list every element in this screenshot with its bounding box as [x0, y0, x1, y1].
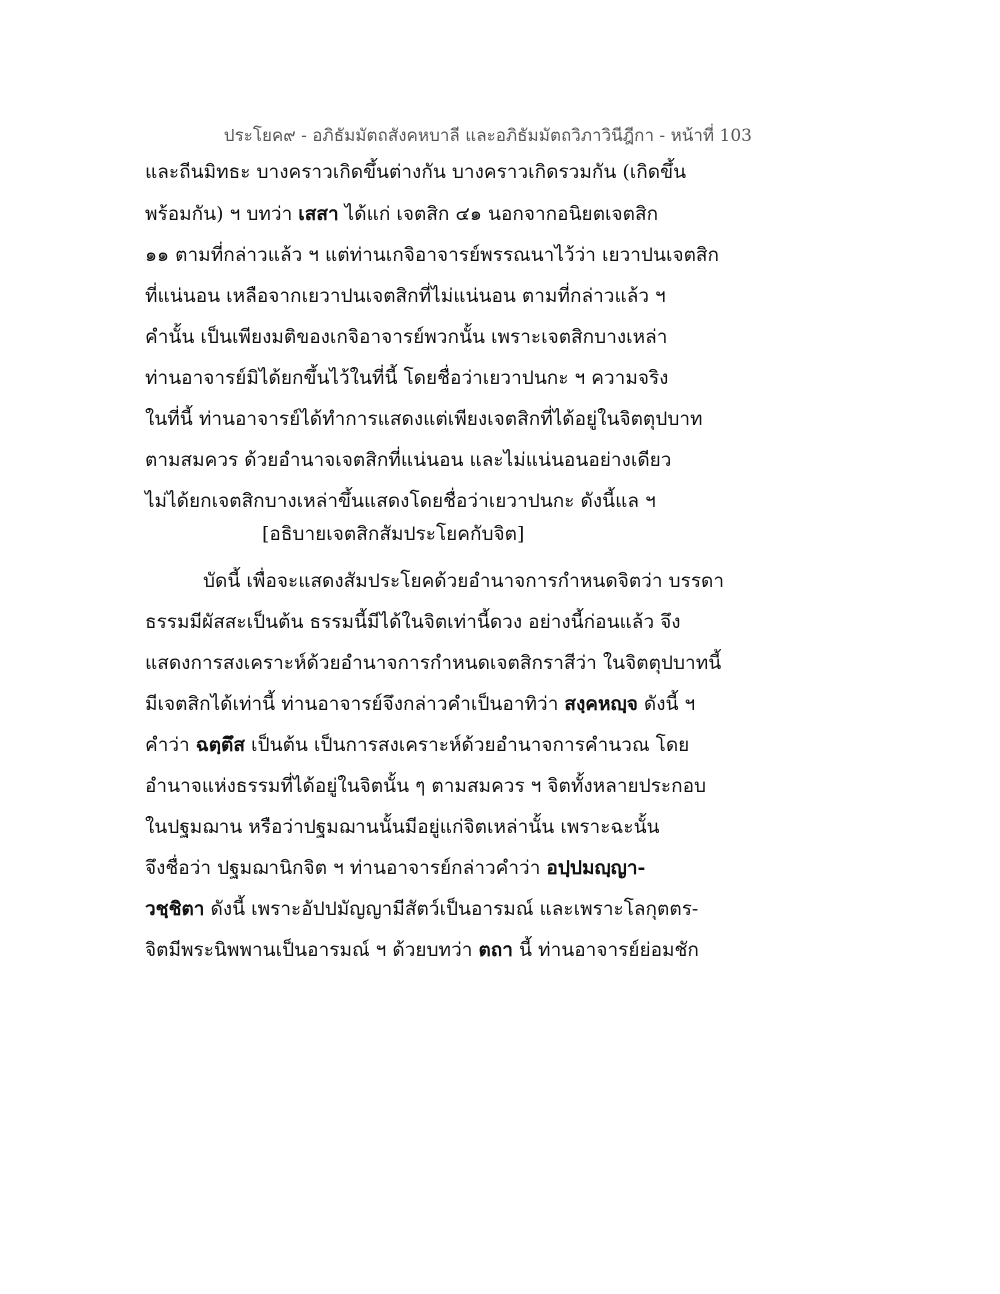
- text-line: จึงชื่อว่า ปฐมฌานิกจิต ฯ ท่านอาจารย์กล่าวคำว่า อปฺปมญฺญา-: [145, 857, 646, 879]
- section-heading: [อธิบายเจตสิกสัมประโยคกับจิต]: [262, 523, 525, 545]
- text-line: ๑๑ ตามที่กล่าวแล้ว ฯ แต่ท่านเกจิอาจารย์พรรณนาไว้ว่า เยวาปนเจตสิก: [145, 244, 720, 266]
- pali-term: ตถา: [478, 939, 513, 961]
- text-line: คำว่า ฉตฺตึส เป็นต้น เป็นการสงเคราะห์ด้วยอำนาจการคำนวณ โดย: [145, 734, 690, 756]
- text-line: ในที่นี้ ท่านอาจารย์ได้ทำการแสดงแต่เพียงเจตสิกที่ได้อยู่ในจิตตุปบาท: [145, 408, 703, 430]
- text-line-indented: บัดนี้ เพื่อจะแสดงสัมประโยคด้วยอำนาจการกำหนดจิตว่า บรรดา: [203, 570, 725, 592]
- text-line: จิตมีพระนิพพานเป็นอารมณ์ ฯ ด้วยบทว่า ตถา นี้ ท่านอาจารย์ย่อมชัก: [145, 939, 699, 961]
- text-line: คำนั้น เป็นเพียงมติของเกจิอาจารย์พวกนั้น เพราะเจตสิกบางเหล่า: [145, 326, 668, 348]
- pali-term: สงฺคหญฺจ: [564, 693, 638, 715]
- pali-term: วชฺชิตา: [145, 898, 205, 920]
- text-line: มีเจตสิกได้เท่านี้ ท่านอาจารย์จึงกล่าวคำเป็นอาทิว่า สงฺคหญฺจ ดังนี้ ฯ: [145, 693, 696, 715]
- pali-term: ฉตฺตึส: [195, 734, 245, 756]
- text-line: ไม่ได้ยกเจตสิกบางเหล่าขึ้นแสดงโดยชื่อว่าเยวาปนกะ ดังนี้แล ฯ: [145, 490, 656, 512]
- running-header: ประโยค๙ - อภิธัมมัตถสังคหบาลี และอภิธัมมัตถวิภาวินีฎีกา - หน้าที่ 103: [223, 126, 752, 146]
- text-line: อำนาจแห่งธรรมที่ได้อยู่ในจิตนั้น ๆ ตามสมควร ฯ จิตทั้งหลายประกอบ: [145, 775, 707, 797]
- pali-term: เสสา: [298, 203, 339, 225]
- text-line: พร้อมกัน) ฯ บทว่า เสสา ได้แก่ เจตสิก ๔๑ นอกจากอนิยตเจตสิก: [145, 203, 659, 225]
- text-line: ธรรมมีผัสสะเป็นต้น ธรรมนี้มีได้ในจิตเท่านี้ดวง อย่างนี้ก่อนแล้ว จึง: [145, 611, 681, 633]
- text-line: และถีนมิทธะ บางคราวเกิดขึ้นต่างกัน บางคราวเกิดรวมกัน (เกิดขึ้น: [145, 161, 687, 183]
- text-line: ที่แน่นอน เหลือจากเยวาปนเจตสิกที่ไม่แน่นอน ตามที่กล่าวแล้ว ฯ: [145, 285, 666, 307]
- text-line: ตามสมควร ด้วยอำนาจเจตสิกที่แน่นอน และไม่แน่นอนอย่างเดียว: [145, 449, 672, 471]
- text-line: ท่านอาจารย์มิได้ยกขึ้นไว้ในที่นี้ โดยชื่อว่าเยวาปนกะ ฯ ความจริง: [145, 367, 669, 389]
- text-line: แสดงการสงเคราะห์ด้วยอำนาจการกำหนดเจตสิกราสีว่า ในจิตตุปบาทนี้: [145, 652, 722, 674]
- text-line: วชฺชิตา ดังนี้ เพราะอัปปมัญญามีสัตว์เป็นอารมณ์ และเพราะโลกุตตร-: [145, 898, 699, 920]
- pali-term: อปฺปมญฺญา-: [546, 857, 646, 879]
- text-line: ในปฐมฌาน หรือว่าปฐมฌานนั้นมีอยู่แก่จิตเหล่านั้น เพราะฉะนั้น: [145, 816, 660, 838]
